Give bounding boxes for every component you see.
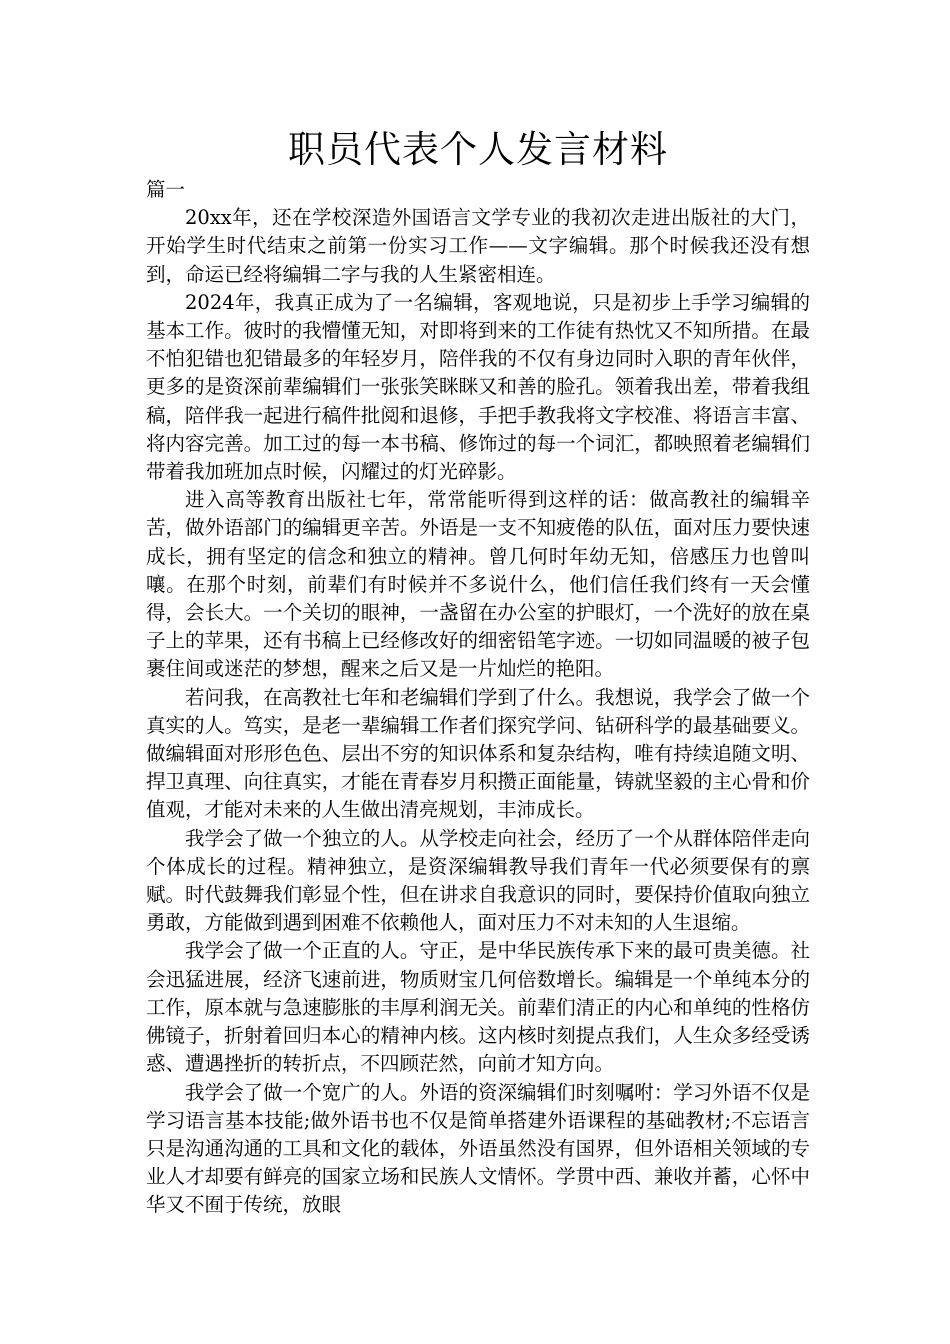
paragraph-3: 进入高等教育出版社七年，常常能听得到这样的话：做高教社的编辑辛苦，做外语部门的编辑更辛苦。外语是一支不知疲倦的队伍，面对压力要快速成长，拥有坚定的信念和独立的精神。曾几何时年幼无知，倍感压力也曾叫嚷。在那个时刻，前辈们有时候并不多说什么，他们信任我们终有一天会懂得，会长大。一个关切的眼神，一盏留在办公室的护眼灯，一个洗好的放在桌子上的苹果，还有书稿上已经修改好的细密铅笔字迹。一切如同温暖的被子包裹住间或迷茫的梦想，醒来之后又是一片灿烂的艳阳。 [146, 488, 810, 681]
paragraph-6: 我学会了做一个正直的人。守正，是中华民族传承下来的最可贵美德。社会迅猛进展，经济飞速前进，物质财宝几何倍数增长。编辑是一个单纯本分的工作，原本就与急速膨胀的丰厚利润无关。前辈们清正的内心和单纯的性格仿佛镜子，折射着回归本心的精神内核。这内核时刻提点我们，人生众多经受诱惑、遭遇挫折的转折点，不四顾茫然，向前才知方向。 [146, 939, 810, 1076]
document-title: 职员代表个人发言材料 [288, 128, 668, 171]
paragraph-2: 2024年，我真正成为了一名编辑，客观地说，只是初步上手学习编辑的基本工作。彼时的我懵懂无知，对即将到来的工作徒有热忱又不知所措。在最不怕犯错也犯错最多的年轻岁月，陪伴我的不仅有身边同时入职的青年伙伴，更多的是资深前辈编辑们一张张笑眯眯又和善的脸孔。领着我出差，带着我组稿，陪伴我一起进行稿件批阅和退修，手把手教我将文字校准、将语言丰富、将内容完善。加工过的每一本书稿、修饰过的每一个词汇，都映照着老编辑们带着我加班加点时候，闪耀过的灯光碎影。 [146, 290, 810, 484]
paragraph-4: 若问我，在高教社七年和老编辑们学到了什么。我想说，我学会了做一个真实的人。笃实，是老一辈编辑工作者们探究学问、钻研科学的最基础要义。做编辑面对形形色色、层出不穷的知识体系和复杂结构，唯有持续追随文明、捍卫真理、向往真实，才能在青春岁月积攒正面能量，铸就坚毅的主心骨和价值观，才能对未来的人生做出清亮规划，丰沛成长。 [146, 685, 810, 822]
document-body [146, 126, 810, 1220]
paragraph-7: 我学会了做一个宽广的人。外语的资深编辑们时刻嘱咐：学习外语不仅是学习语言基本技能;做外语书也不仅是简单搭建外语课程的基础教材;不忘语言只是沟通沟通的工具和文化的载体，外语虽然没有国界，但外语相关领域的专业人才却要有鲜亮的国家立场和民族人文情怀。学贯中西、兼收并蓄，心怀中华又不囿于传统，放眼 [146, 1080, 810, 1217]
paragraph-5: 我学会了做一个独立的人。从学校走向社会，经历了一个从群体陪伴走向个体成长的过程。精神独立，是资深编辑教导我们青年一代必须要保有的禀赋。时代鼓舞我们彰显个性，但在讲求自我意识的同时，要保持价值取向独立勇敢，方能做到遇到困难不依赖他人，面对压力不对未知的人生退缩。 [146, 826, 810, 935]
paragraph-1: 20xx年，还在学校深造外国语言文学专业的我初次走进出版社的大门，开始学生时代结束之前第一份实习工作——文字编辑。那个时候我还没有想到，命运已经将编辑二字与我的人生紧密相连。 [146, 206, 810, 286]
section-label: 篇一 [146, 178, 186, 201]
